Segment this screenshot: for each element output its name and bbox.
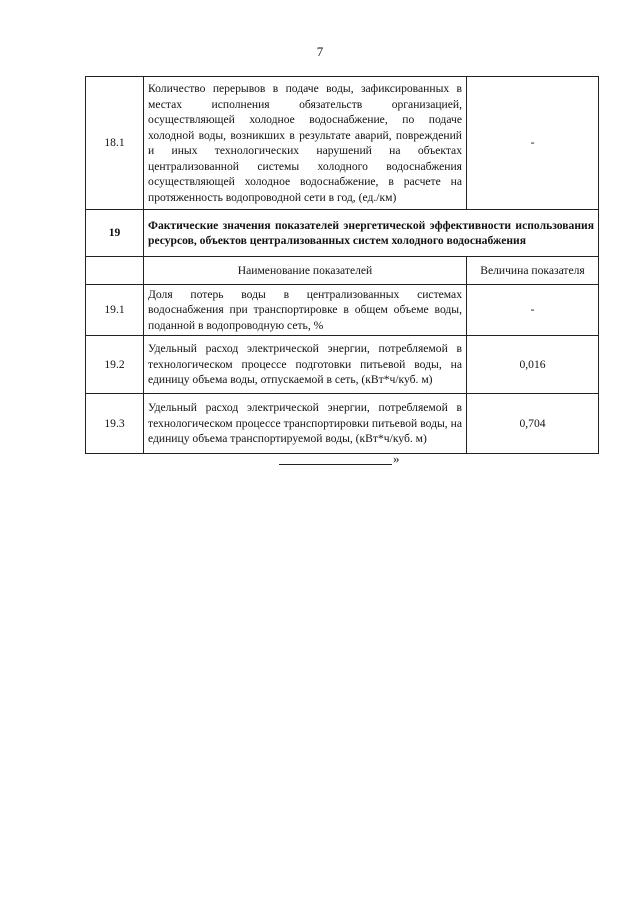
indicator-value: - xyxy=(467,285,599,336)
section-title: Фактические значения показателей энергетической эффективности использования ресурсов, объектов централизованных систем холодного водоснабжения xyxy=(144,210,599,257)
indicator-description: Удельный расход электрической энергии, потребляемой в технологическом процессе транспортировки питьевой воды, на единицу объема транспортируемой воды, (кВт*ч/куб. м) xyxy=(144,394,467,454)
table-row-19-3 xyxy=(86,394,599,454)
table-row-19-1 xyxy=(86,285,599,336)
column-header-name: Наименование показателей xyxy=(144,257,467,285)
indicator-description: Удельный расход электрической энергии, потребляемой в технологическом процессе подготовки питьевой воды, на единицу объема воды, отпускаемой в сеть, (кВт*ч/куб. м) xyxy=(144,336,467,394)
column-header-value: Величина показателя xyxy=(467,257,599,285)
table-header-row xyxy=(86,257,599,285)
table-row-19-2 xyxy=(86,336,599,394)
closing-underline xyxy=(279,458,392,465)
indicators-table xyxy=(85,76,599,454)
indicator-value: - xyxy=(467,77,599,210)
empty-header-cell xyxy=(86,257,144,285)
closing-quote: » xyxy=(393,451,400,466)
table-row-18-1 xyxy=(86,77,599,210)
row-number: 19.2 xyxy=(86,336,144,394)
section-number: 19 xyxy=(86,210,144,257)
indicator-description: Количество перерывов в подаче воды, зафиксированных в местах исполнения обязательств организацией, осуществляющей холодное водоснабжение, по подаче холодной воды, возникших в результате аварий, повреждений и иных технологических нарушений на объектах централизованной системы холодного водоснабжения осуществляющей холодное водоснабжение, в расчете на протяженность водопроводной сети в год, (ед./км) xyxy=(144,77,467,210)
indicator-description: Доля потерь воды в централизованных системах водоснабжения при транспортировке в общем объеме воды, поданной в водопроводную сеть, % xyxy=(144,285,467,336)
row-number: 19.3 xyxy=(86,394,144,454)
table-section-19 xyxy=(86,210,599,257)
indicator-value: 0,704 xyxy=(467,394,599,454)
indicator-value: 0,016 xyxy=(467,336,599,394)
row-number: 18.1 xyxy=(86,77,144,210)
row-number: 19.1 xyxy=(86,285,144,336)
page-number: 7 xyxy=(316,44,324,59)
